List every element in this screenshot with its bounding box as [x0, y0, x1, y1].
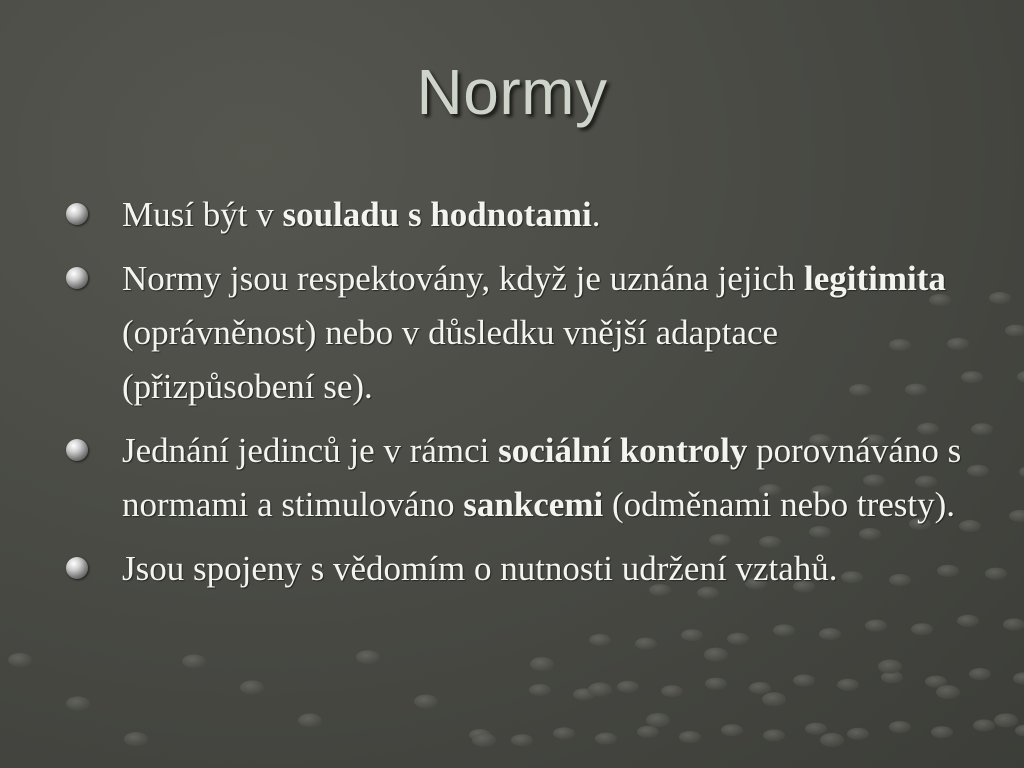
bullet-emphasis: sociální kontroly — [498, 431, 748, 470]
background-dot — [635, 638, 657, 650]
bullet-emphasis: souladu s hodnotami — [282, 195, 592, 234]
background-dot — [617, 681, 639, 693]
bullet-segment: Jsou spojeny s vědomím o nutnosti udržení vztahů. — [122, 549, 838, 588]
background-dot — [971, 423, 993, 435]
background-dot — [182, 654, 206, 668]
bullet-segment: Normy jsou respektovány, když je uznána jejich — [122, 259, 804, 298]
background-dot — [749, 682, 771, 694]
background-dot — [124, 732, 148, 746]
background-dot — [931, 726, 953, 738]
background-dot — [793, 674, 815, 686]
background-dot — [936, 685, 960, 699]
background-dot — [661, 685, 683, 697]
bullet-item — [66, 542, 966, 596]
background-dot — [681, 629, 703, 641]
bullet-text — [122, 542, 966, 596]
background-dot — [705, 678, 727, 690]
background-dot — [820, 733, 844, 747]
background-dot — [1005, 325, 1024, 337]
background-dot — [989, 292, 1011, 304]
background-dot — [878, 660, 902, 674]
sphere-bullet-icon — [66, 557, 88, 579]
background-dot — [595, 733, 617, 745]
background-dot — [530, 657, 554, 671]
background-dot — [529, 684, 551, 696]
bullet-list — [66, 188, 966, 606]
background-dot — [967, 465, 989, 477]
background-dot — [704, 648, 728, 662]
bullet-segment: (oprávněnost) nebo v důsledku vnější adaptace (přizpůsobení se). — [122, 313, 779, 406]
sphere-bullet-icon — [66, 267, 88, 289]
bullet-segment: Musí být v — [122, 195, 283, 234]
background-dot — [646, 713, 670, 727]
background-dot — [805, 723, 827, 735]
bullet-segment: (odměnami nebo tresty). — [603, 485, 956, 524]
sphere-bullet-icon — [66, 439, 88, 461]
bullet-emphasis: sankcemi — [463, 485, 604, 524]
background-dot — [414, 695, 438, 709]
background-dot — [637, 726, 659, 738]
bullet-item — [66, 252, 966, 414]
bullet-item — [66, 424, 966, 532]
background-dot — [8, 653, 32, 667]
background-dot — [66, 696, 90, 710]
sphere-bullet-icon — [66, 203, 88, 225]
background-dot — [889, 721, 911, 733]
background-dot — [356, 650, 380, 664]
background-dot — [763, 729, 785, 741]
background-dot — [1015, 725, 1024, 737]
background-dot — [985, 568, 1007, 580]
background-dot — [240, 680, 264, 694]
background-dot — [1009, 510, 1024, 522]
background-dot — [762, 692, 786, 706]
bullet-text — [122, 252, 966, 414]
background-dot — [679, 731, 701, 743]
background-dot — [511, 734, 533, 746]
background-dot — [819, 628, 841, 640]
background-dot — [588, 683, 612, 697]
background-dot — [1019, 466, 1024, 478]
background-dot — [773, 624, 795, 636]
background-dot — [994, 713, 1018, 727]
background-dot — [553, 727, 575, 739]
background-dot — [911, 623, 933, 635]
background-dot — [721, 724, 743, 736]
background-dot — [847, 728, 869, 740]
background-dot — [1017, 371, 1024, 383]
background-dot — [837, 679, 859, 691]
bullet-segment: Jednání jedinců je v rámci — [122, 431, 499, 470]
background-dot — [727, 633, 749, 645]
background-dot — [472, 733, 496, 747]
bullet-text — [122, 188, 966, 242]
bullet-text — [122, 424, 966, 532]
background-dot — [589, 634, 611, 646]
background-dot — [865, 620, 887, 632]
bullet-item — [66, 188, 966, 242]
slide-title: Normy — [416, 56, 608, 128]
background-dot — [1003, 618, 1024, 630]
background-dot — [1013, 672, 1024, 684]
bullet-emphasis: legitimita — [803, 259, 946, 298]
background-dot — [973, 719, 995, 731]
background-dot — [298, 713, 322, 727]
background-dot — [969, 668, 991, 680]
bullet-segment: . — [591, 195, 601, 234]
bullet-segment: porovnáváno s normami a stimulováno — [122, 431, 962, 524]
background-dot — [957, 615, 979, 627]
